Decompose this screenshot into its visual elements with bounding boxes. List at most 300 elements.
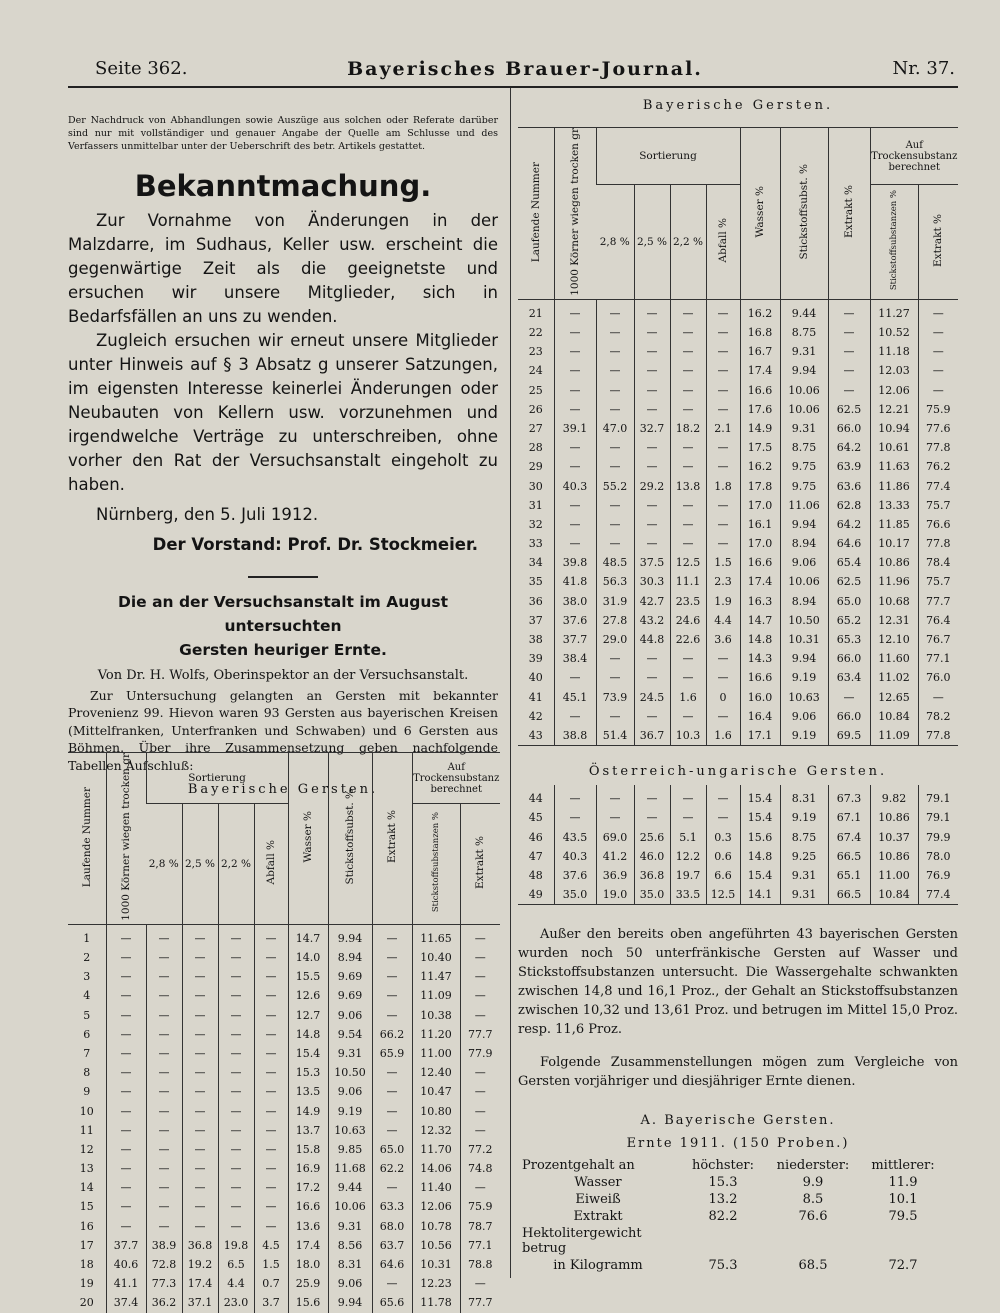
- table-cell: —: [596, 707, 634, 726]
- header-rule: [68, 86, 958, 88]
- table-cell: —: [670, 534, 706, 553]
- table-cell: 9.19: [780, 726, 828, 746]
- table-cell: 6.6: [706, 866, 740, 885]
- table-cell: 23: [528, 345, 543, 359]
- table-cell: —: [146, 1025, 182, 1044]
- summary-cell: [858, 1225, 948, 1257]
- table-cell: 17.0: [740, 496, 780, 515]
- summary-subcaption: Ernte 1911. (150 Proben.): [626, 1136, 850, 1152]
- table-cell: —: [372, 967, 412, 986]
- table-cell: 10.06: [328, 1197, 372, 1216]
- table-cell: 9.31: [780, 342, 828, 361]
- table-cell: 13.33: [870, 496, 918, 515]
- table-cell: 11.47: [412, 967, 460, 986]
- table-cell: 75.7: [918, 496, 958, 515]
- table-cell: 63.6: [828, 476, 870, 495]
- table-cell: 10.78: [412, 1217, 460, 1236]
- table-row: [68, 1217, 500, 1236]
- table-cell: —: [634, 342, 670, 361]
- table-cell: —: [372, 1006, 412, 1025]
- table-cell: 45.1: [554, 688, 596, 707]
- table-cell: —: [596, 534, 634, 553]
- table-cell: 27: [528, 421, 543, 435]
- table-cell: 16.3: [740, 592, 780, 611]
- table-cell: 38.4: [554, 649, 596, 668]
- table-cell: 10.3: [670, 726, 706, 746]
- table-cell: 9.94: [328, 924, 372, 948]
- summary-cell: Extrakt: [573, 1209, 623, 1225]
- table-cell: —: [596, 515, 634, 534]
- table-cell: —: [218, 924, 254, 948]
- table-cell: 69.5: [828, 726, 870, 746]
- table-row: [68, 924, 500, 948]
- table-row: [518, 553, 958, 572]
- table-cell: —: [106, 1101, 146, 1120]
- table-cell: —: [634, 515, 670, 534]
- table-cell: 38.9: [146, 1236, 182, 1255]
- table-cell: 65.2: [828, 611, 870, 630]
- table-cell: 36.8: [182, 1236, 218, 1255]
- table-cell: —: [670, 668, 706, 687]
- table-cell: —: [706, 457, 740, 476]
- table-cell: —: [706, 361, 740, 380]
- table-cell: 9.94: [780, 515, 828, 534]
- table-cell: 11.09: [870, 726, 918, 746]
- table-cell: —: [254, 1159, 288, 1178]
- table-cell: 25.9: [288, 1274, 328, 1293]
- table-cell: —: [828, 688, 870, 707]
- table-cell: 49: [528, 888, 543, 902]
- table-cell: 66.5: [828, 885, 870, 905]
- table-cell: 17.8: [740, 476, 780, 495]
- header-cell: Extrakt %: [828, 128, 870, 300]
- table-cell: —: [706, 323, 740, 342]
- table-cell: —: [254, 1217, 288, 1236]
- table-cell: —: [372, 1082, 412, 1101]
- table-cell: 17: [79, 1238, 94, 1252]
- table-cell: 36.8: [634, 866, 670, 885]
- table-cell: 17.4: [740, 361, 780, 380]
- table-cell: —: [254, 1025, 288, 1044]
- table-cell: —: [254, 1197, 288, 1216]
- table-cell: —: [634, 400, 670, 419]
- announcement-signature: Der Vorstand: Prof. Dr. Stockmeier.: [152, 534, 478, 554]
- table-row: [68, 1197, 500, 1216]
- table-row: [68, 1063, 500, 1082]
- header-cell: Sortierung: [146, 753, 288, 804]
- table-cell: —: [218, 1082, 254, 1101]
- table-cell: —: [254, 967, 288, 986]
- table-row: [68, 967, 500, 986]
- table-cell: 40: [528, 671, 543, 685]
- table-cell: —: [460, 1274, 500, 1293]
- table-row: [68, 1236, 500, 1255]
- table-cell: 35: [528, 575, 543, 589]
- table-cell: 65.1: [828, 866, 870, 885]
- table-cell: 65.0: [372, 1140, 412, 1159]
- table-cell: —: [634, 457, 670, 476]
- table-row: [68, 1082, 500, 1101]
- table-cell: 67.1: [828, 808, 870, 827]
- table-cell: 77.1: [918, 649, 958, 668]
- table-row: [518, 688, 958, 707]
- table-cell: 77.7: [460, 1025, 500, 1044]
- table-cell: 46: [528, 830, 543, 844]
- table-cell: —: [554, 534, 596, 553]
- summary-head: mittlerer:: [871, 1158, 935, 1174]
- table-cell: 10.63: [780, 688, 828, 707]
- table-cell: 18.2: [670, 419, 706, 438]
- table-cell: —: [106, 948, 146, 967]
- table-cell: 9.31: [780, 419, 828, 438]
- table-cell: 12.6: [288, 986, 328, 1005]
- table-cell: 14.8: [740, 630, 780, 649]
- table-cell: 11.86: [870, 476, 918, 495]
- table-cell: 15.4: [740, 866, 780, 885]
- table-cell: —: [106, 1044, 146, 1063]
- header-cell: 2,2 %: [218, 804, 254, 925]
- table-cell: 11.65: [412, 924, 460, 948]
- table-cell: —: [634, 707, 670, 726]
- table-cell: —: [254, 1063, 288, 1082]
- table-cell: 11.63: [870, 457, 918, 476]
- summary-cell: 11.9: [888, 1175, 918, 1191]
- table-cell: 21: [528, 306, 543, 320]
- table-cell: 65.4: [828, 553, 870, 572]
- table-cell: —: [146, 1178, 182, 1197]
- table-cell: —: [634, 785, 670, 808]
- table-cell: —: [918, 342, 958, 361]
- header-cell: Stickstoffsubstanzen %: [870, 185, 918, 300]
- table-cell: 12.03: [870, 361, 918, 380]
- table-cell: —: [670, 342, 706, 361]
- table-cell: —: [706, 515, 740, 534]
- table-cell: 6: [83, 1027, 91, 1041]
- table-cell: —: [554, 361, 596, 380]
- table-cell: 30.3: [634, 572, 670, 591]
- table-row: [518, 342, 958, 361]
- table-cell: 33.5: [670, 885, 706, 905]
- summary-row: [518, 1191, 948, 1208]
- summary-cell: Wasser: [574, 1175, 622, 1191]
- summary-head: Prozentgehalt an: [522, 1158, 635, 1174]
- table-cell: 43: [528, 728, 543, 742]
- table-row: [518, 847, 958, 866]
- table-cell: 10.37: [870, 827, 918, 846]
- table-cell: —: [146, 924, 182, 948]
- table-cell: —: [706, 707, 740, 726]
- table-cell: 41.8: [554, 572, 596, 591]
- table-cell: 26: [528, 402, 543, 416]
- table-cell: —: [918, 361, 958, 380]
- table-cell: —: [106, 1159, 146, 1178]
- table-row: [518, 649, 958, 668]
- table-cell: 36.9: [596, 866, 634, 885]
- table-cell: —: [182, 1217, 218, 1236]
- table-cell: 62.8: [828, 496, 870, 515]
- table-cell: 13: [79, 1162, 94, 1176]
- table-row: [68, 1159, 500, 1178]
- table-cell: —: [596, 668, 634, 687]
- table-cell: 16.2: [740, 457, 780, 476]
- table-cell: 15.8: [288, 1140, 328, 1159]
- table-cell: 8.75: [780, 323, 828, 342]
- table-cell: 16.4: [740, 707, 780, 726]
- table-cell: —: [670, 649, 706, 668]
- table-cell: 11.60: [870, 649, 918, 668]
- table-cell: 12.31: [870, 611, 918, 630]
- table-cell: 9.31: [328, 1217, 372, 1236]
- header-cell: Extrakt %: [918, 185, 958, 300]
- table-cell: —: [596, 785, 634, 808]
- table-cell: 10.61: [870, 438, 918, 457]
- table-cell: —: [254, 1006, 288, 1025]
- table-cell: 24.6: [670, 611, 706, 630]
- table-cell: —: [554, 438, 596, 457]
- table-cell: —: [670, 400, 706, 419]
- header-cell: Auf Trockensubstanz berechnet: [870, 128, 958, 185]
- table-cell: —: [460, 924, 500, 948]
- table-cell: —: [596, 400, 634, 419]
- table-cell: —: [460, 1101, 500, 1120]
- header-cell: Stickstoffsubstanzen %: [412, 804, 460, 925]
- table-cell: 8.94: [780, 534, 828, 553]
- table-cell: —: [634, 649, 670, 668]
- summary-caption: A. Bayerische Gersten.: [640, 1113, 836, 1129]
- table-cell: 41.1: [106, 1274, 146, 1293]
- table-cell: —: [460, 1121, 500, 1140]
- table-cell: 76.2: [918, 457, 958, 476]
- table-cell: 62.2: [372, 1159, 412, 1178]
- table-cell: 17.0: [740, 534, 780, 553]
- table-cell: 37: [528, 613, 543, 627]
- table-cell: 9: [83, 1085, 91, 1099]
- table-cell: 9.94: [328, 1293, 372, 1312]
- table-cell: 16.6: [740, 668, 780, 687]
- table-cell: 10: [79, 1104, 94, 1118]
- table-cell: —: [596, 299, 634, 323]
- table-cell: —: [918, 688, 958, 707]
- table-cell: 16.0: [740, 688, 780, 707]
- summary-cell: [678, 1225, 768, 1257]
- table-cell: 11.00: [412, 1044, 460, 1063]
- table-cell: —: [106, 1178, 146, 1197]
- table-row: [518, 630, 958, 649]
- table-cell: —: [106, 1140, 146, 1159]
- summary-cell: 79.5: [888, 1209, 918, 1225]
- header-cell: 2,2 %: [670, 185, 706, 300]
- table-cell: 31: [528, 498, 543, 512]
- table-cell: 9.19: [328, 1101, 372, 1120]
- table-cell: 43.2: [634, 611, 670, 630]
- table-cell: —: [218, 1101, 254, 1120]
- table-cell: 8.56: [328, 1236, 372, 1255]
- right-column: [518, 96, 958, 1274]
- table-cell: 4.4: [218, 1274, 254, 1293]
- table-cell: 11.09: [412, 986, 460, 1005]
- table-cell: 3.6: [706, 630, 740, 649]
- table-cell: 10.86: [870, 847, 918, 866]
- left-table-wrap: [68, 752, 500, 1313]
- table-cell: —: [146, 1159, 182, 1178]
- table-cell: 66.0: [828, 707, 870, 726]
- table-cell: 10.31: [412, 1255, 460, 1274]
- table-cell: 37.7: [106, 1236, 146, 1255]
- table-cell: 11.70: [412, 1140, 460, 1159]
- announcement-paragraph: Zugleich ersuchen wir erneut unsere Mitglieder unter Hinweis auf § 3 Absatz g unserer Satzungen, im eigensten Interesse keinerlei Änderungen oder Neubauten von Kellern usw. vorzunehmen und irgendwelche Verträge zu unterschreiben, ohne vorher den Rat der Versuchsanstalt eingeholt zu haben.: [68, 330, 498, 494]
- table-row: [68, 1255, 500, 1274]
- table-cell: 9.54: [328, 1025, 372, 1044]
- table-cell: 10.06: [780, 400, 828, 419]
- table-cell: 14.9: [740, 419, 780, 438]
- table-cell: 12.06: [412, 1197, 460, 1216]
- table-cell: —: [106, 1197, 146, 1216]
- table-cell: —: [706, 785, 740, 808]
- table-cell: —: [182, 986, 218, 1005]
- table-cell: 11.06: [780, 496, 828, 515]
- table-cell: 16: [79, 1219, 94, 1233]
- table-cell: —: [596, 496, 634, 515]
- table-cell: 11.27: [870, 299, 918, 323]
- table-cell: —: [670, 381, 706, 400]
- table-cell: —: [706, 381, 740, 400]
- table-cell: —: [554, 808, 596, 827]
- table-cell: —: [182, 1082, 218, 1101]
- table-cell: 25.6: [634, 827, 670, 846]
- table-cell: 12.21: [870, 400, 918, 419]
- table-row: [518, 534, 958, 553]
- table-cell: —: [634, 438, 670, 457]
- header-cell: 2,5 %: [634, 185, 670, 300]
- table-cell: 40.3: [554, 476, 596, 495]
- table-cell: 10.50: [328, 1063, 372, 1082]
- table-cell: 11.00: [870, 866, 918, 885]
- table-row: [518, 885, 958, 905]
- table-cell: 12.5: [670, 553, 706, 572]
- table-cell: —: [146, 1006, 182, 1025]
- table-cell: 32.7: [634, 419, 670, 438]
- table-cell: —: [554, 457, 596, 476]
- table-cell: 67.3: [828, 785, 870, 808]
- table-cell: —: [182, 924, 218, 948]
- table-cell: 16.6: [740, 553, 780, 572]
- table-cell: —: [460, 967, 500, 986]
- table-cell: —: [218, 1159, 254, 1178]
- table-cell: —: [918, 381, 958, 400]
- summary-cell: 72.7: [888, 1258, 918, 1274]
- table-cell: —: [182, 1197, 218, 1216]
- table-cell: 68.0: [372, 1217, 412, 1236]
- table-cell: 10.94: [870, 419, 918, 438]
- table-cell: 47: [528, 849, 543, 863]
- table-cell: —: [146, 1082, 182, 1101]
- journal-title: Bayerisches Brauer-Journal.: [347, 58, 703, 80]
- table-cell: 9.75: [780, 476, 828, 495]
- table-cell: —: [372, 986, 412, 1005]
- table-cell: 14.7: [740, 611, 780, 630]
- table-cell: 41: [528, 690, 543, 704]
- table-cell: 18.0: [288, 1255, 328, 1274]
- table-cell: 1.6: [706, 726, 740, 746]
- table-cell: 11.96: [870, 572, 918, 591]
- table-cell: 78.8: [460, 1255, 500, 1274]
- table-cell: 14.3: [740, 649, 780, 668]
- table-cell: 12.23: [412, 1274, 460, 1293]
- table-cell: —: [634, 496, 670, 515]
- table-cell: —: [634, 323, 670, 342]
- header-cell: Abfall %: [706, 185, 740, 300]
- table-cell: 0.6: [706, 847, 740, 866]
- table-cell: 15: [79, 1200, 94, 1214]
- table-cell: —: [828, 381, 870, 400]
- barley-table-austria: [518, 785, 958, 909]
- table-bottom-rule: [518, 746, 958, 751]
- table-cell: 72.8: [146, 1255, 182, 1274]
- table-cell: 45: [528, 811, 543, 825]
- table-cell: 1.6: [670, 688, 706, 707]
- table-cell: 48: [528, 868, 543, 882]
- header-cell: Wasser %: [740, 128, 780, 300]
- table-cell: 19.8: [218, 1236, 254, 1255]
- table-cell: —: [218, 986, 254, 1005]
- table-cell: 23.0: [218, 1293, 254, 1312]
- summary-head: niederster:: [776, 1158, 850, 1174]
- table-cell: 20: [79, 1296, 94, 1310]
- table-cell: 17.5: [740, 438, 780, 457]
- table-cell: 39.8: [554, 553, 596, 572]
- table-cell: 29: [528, 460, 543, 474]
- table-cell: —: [596, 361, 634, 380]
- summary-cell: 82.2: [708, 1209, 738, 1225]
- table-cell: —: [182, 967, 218, 986]
- table-cell: 15.6: [740, 827, 780, 846]
- table-cell: —: [670, 707, 706, 726]
- table-cell: 67.4: [828, 827, 870, 846]
- table-cell: —: [254, 986, 288, 1005]
- table-cell: 14.1: [740, 885, 780, 905]
- table-row: [518, 808, 958, 827]
- table-cell: —: [670, 299, 706, 323]
- table-cell: —: [146, 1217, 182, 1236]
- table-cell: 10.52: [870, 323, 918, 342]
- header-cell: Abfall %: [254, 804, 288, 925]
- header-cell: 1000 Körner wiegen trocken gr: [106, 753, 146, 925]
- table-cell: 14.0: [288, 948, 328, 967]
- table-cell: 2.1: [706, 419, 740, 438]
- table-cell: 10.86: [870, 553, 918, 572]
- paragraph-unterfranken: Außer den bereits oben angeführten 43 bayerischen Gersten wurden noch 50 unterfränkische Gersten auf Wasser und Stickstoffsubstanzen untersucht. Die Wassergehalte schwankten zwischen 14,8 und 16,1 Proz., der Gehalt an Stickstoffsubstanzen zwischen 10,32 und 13,61 Proz. und betrugen im Mittel 15,0 Proz. resp. 11,6 Proz.: [518, 927, 958, 1038]
- table-cell: —: [254, 1178, 288, 1197]
- table-cell: —: [106, 1025, 146, 1044]
- table-cell: 10.06: [780, 572, 828, 591]
- summary-row: [518, 1225, 948, 1257]
- table-cell: 78.7: [460, 1217, 500, 1236]
- table-cell: —: [254, 1044, 288, 1063]
- table-cell: 8.31: [328, 1255, 372, 1274]
- table-cell: 9.25: [780, 847, 828, 866]
- table-cell: 79.1: [918, 808, 958, 827]
- column-divider: [510, 88, 511, 1278]
- table-cell: —: [634, 534, 670, 553]
- table-cell: 65.0: [828, 592, 870, 611]
- table-cell: 11.68: [328, 1159, 372, 1178]
- summary-table: [518, 1157, 948, 1274]
- table-cell: —: [596, 342, 634, 361]
- summary-cell: 9.9: [802, 1175, 824, 1191]
- table-cell: 9.94: [780, 649, 828, 668]
- summary-cell: in Kilogramm: [553, 1258, 643, 1274]
- table-cell: 66.0: [828, 649, 870, 668]
